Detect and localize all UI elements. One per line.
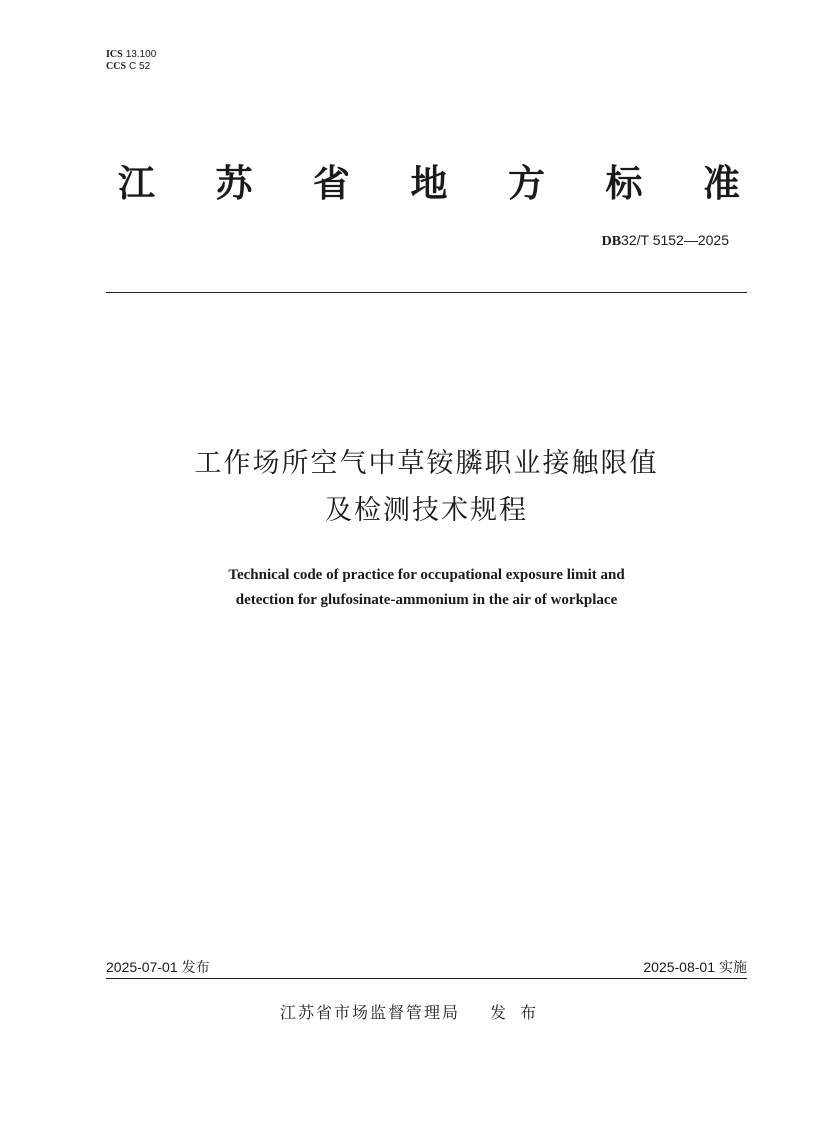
standard-number (602, 231, 729, 251)
implement-date-label: 实施 (719, 960, 747, 976)
title-cn-line-1: 工作场所空气中草铵膦职业接触限值 (194, 448, 659, 479)
issuer (280, 1002, 550, 1024)
banner-char: 苏 (215, 162, 253, 205)
bottom-divider (106, 978, 747, 979)
title-en-line-2: detection for glufosinate-ammonium in the air of workplace (235, 592, 618, 608)
ccs-value: C 52 (129, 61, 151, 72)
ccs-label: CCS (106, 61, 127, 72)
banner-char: 方 (508, 162, 545, 205)
issuer-name: 江苏省市场监督管理局 (280, 1003, 461, 1022)
banner-char: 省 (313, 162, 350, 205)
top-divider (106, 292, 747, 293)
implement-date (643, 958, 747, 977)
standard-type-banner (118, 160, 740, 208)
standard-number-prefix: DB (601, 234, 622, 249)
standard-number-value: 32/T 5152—2025 (621, 232, 729, 248)
banner-char: 准 (703, 162, 740, 205)
ccs-code (106, 61, 156, 73)
ics-label: ICS (106, 49, 123, 60)
ics-code (106, 49, 156, 61)
issue-date-value: 2025-07-01 (106, 959, 178, 975)
title-cn-line-2: 及检测技术规程 (325, 495, 528, 526)
banner-char: 标 (605, 162, 643, 205)
issue-date-label: 发布 (181, 960, 210, 976)
banner-char: 地 (410, 162, 448, 205)
classification-codes (106, 49, 156, 73)
banner-char: 江 (118, 162, 155, 205)
issuer-label: 发布 (490, 1003, 551, 1022)
issue-date (106, 958, 210, 977)
title-en-line-1: Technical code of practice for occupational exposure limit and (228, 567, 625, 583)
implement-date-value: 2025-08-01 (643, 959, 715, 975)
ics-value: 13.100 (125, 49, 157, 60)
